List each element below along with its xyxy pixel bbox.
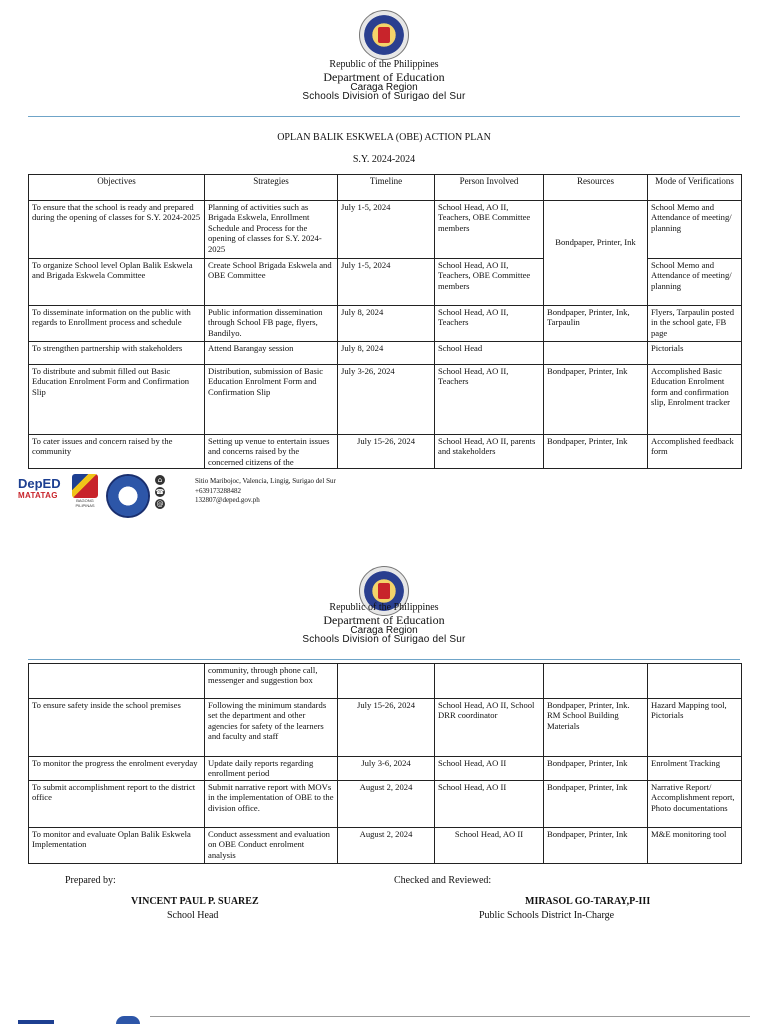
person-cell: School Head, AO II [435, 780, 544, 827]
table-row [29, 201, 742, 259]
resources-cell: Bondpaper, Printer, Ink [544, 780, 648, 827]
column-header: Person Involved [435, 175, 544, 201]
verification-cell: Flyers, Tarpaulin posted in the school gate, FB page [648, 306, 742, 342]
resources-cell: Bondpaper, Printer, Ink, Tarpaulin [544, 306, 648, 342]
column-header: Timeline [338, 175, 435, 201]
table-row [29, 435, 742, 469]
action-plan-table [28, 174, 742, 469]
school-year: S.Y. 2024-2024 [352, 154, 416, 165]
objective-cell: To ensure safety inside the school premises [29, 699, 205, 757]
timeline-cell: July 3-26, 2024 [338, 365, 435, 435]
timeline-cell: July 3-6, 2024 [338, 757, 435, 781]
objective-cell: To submit accomplishment report to the district office [29, 780, 205, 827]
verification-cell: School Memo and Attendance of meeting/ planning [648, 259, 742, 306]
column-header: Resources [544, 175, 648, 201]
table-row [29, 780, 742, 827]
location-icon: ⌂ [155, 475, 165, 485]
timeline-cell [338, 664, 435, 699]
objective-cell: To monitor the progress the enrolment everyday [29, 757, 205, 781]
column-header: Strategies [205, 175, 338, 201]
email-text: 132807@deped.gov.ph [195, 496, 260, 504]
deped-matatag-logo [18, 476, 62, 508]
resources-cell [544, 664, 648, 699]
strategy-cell: Setting up venue to entertain issues and concerns raised by the concerned citizens of the [205, 435, 338, 469]
next-page-footer-fragment [18, 1016, 178, 1024]
bagong-pilipinas-emblem-icon [72, 474, 98, 498]
table-row [29, 664, 742, 699]
header-rule [28, 116, 740, 117]
strategy-cell: Distribution, submission of Basic Education Enrolment Form and Confirmation Slip [205, 365, 338, 435]
table-header-row [29, 175, 742, 201]
prepared-by-name: VINCENT PAUL P. SUAREZ [131, 896, 259, 907]
strategy-cell: community, through phone call, messenger and suggestion box [205, 664, 338, 699]
resources-cell: Bondpaper, Printer, Ink [544, 365, 648, 435]
contact-info [195, 477, 336, 506]
resources-cell: Bondpaper, Printer, Ink [544, 827, 648, 863]
timeline-cell: July 8, 2024 [338, 306, 435, 342]
timeline-cell: July 15-26, 2024 [338, 435, 435, 469]
timeline-cell: August 2, 2024 [338, 780, 435, 827]
timeline-cell: August 2, 2024 [338, 827, 435, 863]
bagong-pilipinas-logo [68, 474, 102, 508]
header-republic: Republic of the Philippines [329, 59, 439, 70]
strategy-cell: Following the minimum standards set the department and other agencies for safety of the learners and faculty and staff [205, 699, 338, 757]
matatag-logo-text: MATATAG [18, 491, 58, 500]
resources-cell: Bondpaper, Printer, Ink [544, 435, 648, 469]
checked-by-label: Checked and Reviewed: [394, 875, 492, 886]
strategy-cell: Submit narrative report with MOVs in the implementation of OBE to the division office. [205, 780, 338, 827]
email-icon: @ [156, 500, 164, 508]
header-division: Schools Division of Surigao del Sur [302, 91, 466, 102]
objective-cell: To cater issues and concern raised by the community [29, 435, 205, 469]
objective-cell: To organize School level Oplan Balik Eskwela and Brigada Eskwela Committee [29, 259, 205, 306]
table-row [29, 306, 742, 342]
prepared-by-label: Prepared by: [65, 875, 116, 886]
table-row [29, 757, 742, 781]
page-2 [0, 556, 768, 1024]
objective-cell: To distribute and submit filled out Basic Education Enrolment Form and Confirmation Slip [29, 365, 205, 435]
deped-seal-icon [359, 10, 409, 60]
strategy-cell: Attend Barangay session [205, 342, 338, 365]
header-department: Department of Education [323, 613, 445, 627]
phone-text: +639173288482 [195, 486, 241, 495]
verification-cell: Accomplished Basic Education Enrolment form and confirmation slip, Enrolment tracker [648, 365, 742, 435]
resources-cell: Bondpaper, Printer, Ink [544, 201, 648, 306]
objective-cell: To disseminate information on the public with regards to Enrollment process and schedule [29, 306, 205, 342]
person-cell: School Head, AO II [435, 757, 544, 781]
table-row [29, 699, 742, 757]
table-row [29, 365, 742, 435]
verification-cell: School Memo and Attendance of meeting/ planning [648, 201, 742, 259]
school-seal-icon [106, 474, 150, 518]
phone-icon: ☎ [155, 488, 165, 496]
timeline-cell: July 15-26, 2024 [338, 699, 435, 757]
verification-cell: Pictorials [648, 342, 742, 365]
person-cell: School Head, AO II, Teachers, OBE Committee members [435, 201, 544, 259]
verification-cell [648, 664, 742, 699]
verification-cell: Hazard Mapping tool, Pictorials [648, 699, 742, 757]
strategy-cell: Planning of activities such as Brigada Eskwela, Enrollment Schedule and Process for the opening of classes for S.Y. 2024-2025 [205, 201, 338, 259]
objective-cell: To ensure that the school is ready and prepared during the opening of classes for S.Y. 2024-2025 [29, 201, 205, 259]
person-cell: School Head, AO II, Teachers [435, 306, 544, 342]
person-cell: School Head [435, 342, 544, 365]
person-cell: School Head, AO II, School DRR coordinator [435, 699, 544, 757]
verification-cell: Narrative Report/ Accomplishment report, Photo documentations [648, 780, 742, 827]
timeline-cell: July 1-5, 2024 [338, 201, 435, 259]
person-cell: School Head, AO II, parents and stakeholders [435, 435, 544, 469]
page-footer [0, 474, 768, 514]
bagong-pilipinas-text: BAGONG PILIPINAS [75, 498, 95, 508]
objective-cell: To monitor and evaluate Oplan Balik Eskwela Implementation [29, 827, 205, 863]
address-text: Sitio Maribojoc, Valencia, Lingig, Surigao del Sur [195, 477, 336, 485]
person-cell: School Head, AO II [435, 827, 544, 863]
objective-cell [29, 664, 205, 699]
strategy-cell: Conduct assessment and evaluation on OBE Conduct enrolment analysis [205, 827, 338, 863]
contact-icons [155, 475, 167, 511]
person-cell: School Head, AO II, Teachers [435, 365, 544, 435]
verification-cell: Accomplished feedback form [648, 435, 742, 469]
column-header: Mode of Verifications [648, 175, 742, 201]
objective-cell: To strengthen partnership with stakeholders [29, 342, 205, 365]
header-republic: Republic of the Philippines [329, 602, 439, 613]
verification-cell: Enrolment Tracking [648, 757, 742, 781]
strategy-cell: Update daily reports regarding enrollment period [205, 757, 338, 781]
header-region: Caraga Region [350, 82, 418, 93]
table-row [29, 342, 742, 365]
strategy-cell: Public information dissemination through School FB page, flyers, Bandilyo. [205, 306, 338, 342]
header-division: Schools Division of Surigao del Sur [302, 634, 466, 645]
document-title: OPLAN BALIK ESKWELA (OBE) ACTION PLAN [277, 132, 491, 143]
verification-cell: M&E monitoring tool [648, 827, 742, 863]
resources-cell: Bondpaper, Printer, Ink [544, 757, 648, 781]
header-region: Caraga Region [350, 625, 418, 636]
deped-logo-text: DepED [18, 476, 61, 491]
resources-cell [544, 342, 648, 365]
header-rule [28, 659, 740, 660]
header-department: Department of Education [323, 70, 445, 84]
resources-cell: Bondpaper, Printer, Ink. RM School Building Materials [544, 699, 648, 757]
checked-by-name: MIRASOL GO-TARAY,P-III [525, 896, 651, 907]
person-cell [435, 664, 544, 699]
checked-by-title: Public Schools District In-Charge [479, 910, 615, 921]
person-cell: School Head, AO II, Teachers, OBE Committee members [435, 259, 544, 306]
timeline-cell: July 1-5, 2024 [338, 259, 435, 306]
column-header: Objectives [29, 175, 205, 201]
action-plan-table-continued [28, 663, 742, 864]
strategy-cell: Create School Brigada Eskwela and OBE Committee [205, 259, 338, 306]
table-row [29, 827, 742, 863]
prepared-by-title: School Head [167, 910, 219, 921]
timeline-cell: July 8, 2024 [338, 342, 435, 365]
